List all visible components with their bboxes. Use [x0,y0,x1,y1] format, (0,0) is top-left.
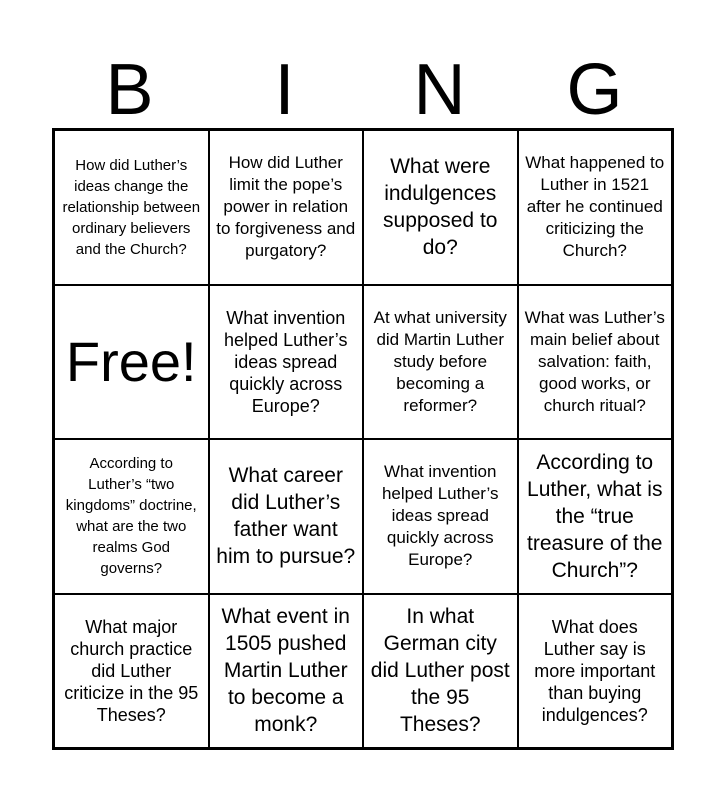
cell-text: According to Luther’s “two kingdoms” doctrine, what are the two realms God governs? [65,455,197,578]
cell-text: In what German city did Luther post the 95 Theses? [370,605,510,737]
bingo-cell-r3c2[interactable] [209,439,364,594]
cell-text: At what university did Martin Luther study before becoming a reformer? [373,307,507,415]
cell-text: How did Luther limit the pope’s power in relation to forgiveness and purgatory? [216,153,356,261]
cell-text: What invention helped Luther’s ideas spread quickly across Europe? [381,462,499,570]
bingo-cell-r4c1[interactable] [54,594,209,749]
free-space-text: Free! [65,329,197,393]
bingo-grid [52,128,674,750]
bingo-cell-r4c3[interactable] [363,594,518,749]
bingo-cell-r2c4[interactable] [518,285,673,440]
bingo-cell-r3c3[interactable] [363,439,518,594]
cell-text: What invention helped Luther’s ideas spread quickly across Europe? [224,307,348,416]
bingo-cell-r4c4[interactable] [518,594,673,749]
header-letter-b: B [105,50,154,130]
cell-text: What major church practice did Luther criticize in the 95 Theses? [64,616,199,725]
bingo-cell-r1c4[interactable] [518,130,673,285]
bingo-cell-r4c2[interactable] [209,594,364,749]
header-letter-n: N [413,50,466,130]
bingo-cell-free[interactable] [54,285,209,440]
cell-text: How did Luther’s ideas change the relationship between ordinary believers and the Church? [62,156,201,258]
cell-text: What were indulgences supposed to do? [383,155,498,260]
cell-text: What event in 1505 pushed Martin Luther to become a monk? [221,605,350,737]
bingo-cell-r1c2[interactable] [209,130,364,285]
bingo-header [52,52,672,128]
cell-text: What does Luther say is more important than buying indulgences? [534,616,656,725]
bingo-cell-r1c1[interactable] [54,130,209,285]
bingo-cell-r2c3[interactable] [363,285,518,440]
bingo-cell-r3c1[interactable] [54,439,209,594]
bingo-cell-r2c2[interactable] [209,285,364,440]
bingo-cell-r3c4[interactable] [518,439,673,594]
bingo-cell-r1c3[interactable] [363,130,518,285]
cell-text: What happened to Luther in 1521 after he continued criticizing the Church? [525,153,665,261]
cell-text: What was Luther’s main belief about salvation: faith, good works, or church ritual? [524,307,665,415]
cell-text: What career did Luther’s father want him to pursue? [216,464,356,569]
header-letter-g: G [566,50,623,130]
cell-text: According to Luther, what is the “true treasure of the Church”? [527,450,663,582]
header-letter-i: I [274,50,295,130]
